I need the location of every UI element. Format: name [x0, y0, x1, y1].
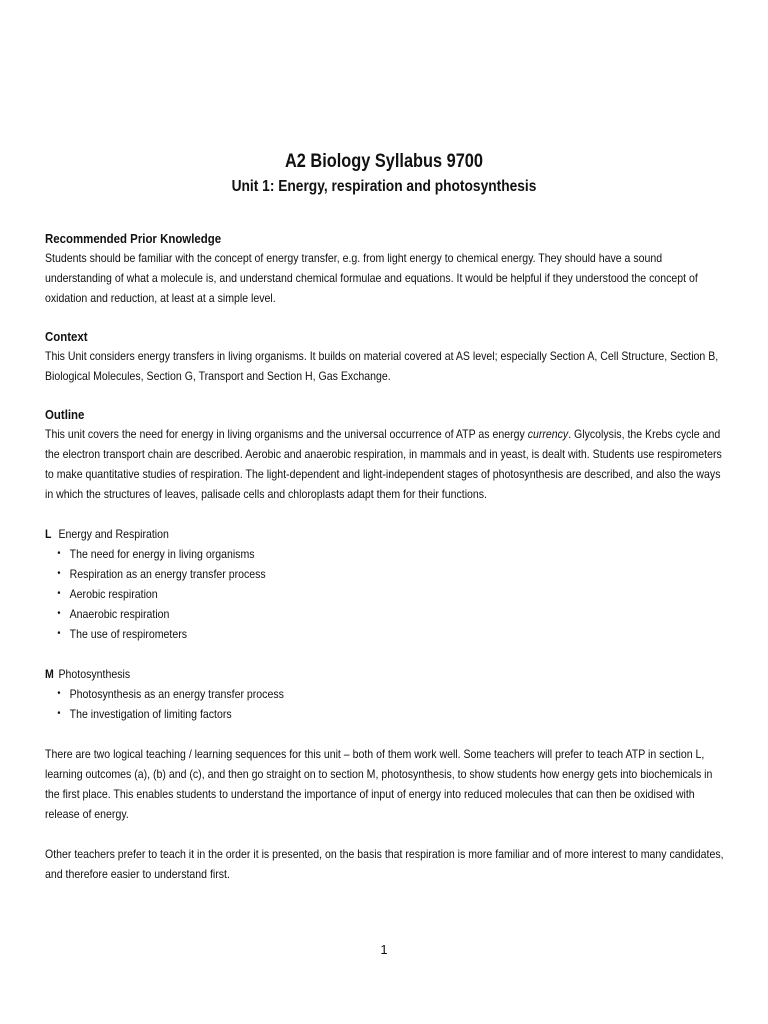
list-item — [57, 704, 726, 724]
document-title: A2 Biology Syllabus 9700 — [285, 151, 483, 172]
list-item — [57, 564, 726, 584]
topic-list — [45, 684, 727, 724]
bullet-icon: • — [57, 568, 61, 579]
section-body: This Unit considers energy transfers in living organisms. It builds on material covered at AS level; especially Section A, Cell Structure, Section B, Biological Molecules, Section G, Transport and Section H, Gas Exchange. — [45, 349, 719, 383]
topic-heading — [45, 664, 727, 684]
topic-name: Photosynthesis — [58, 667, 131, 681]
list-item-text: The investigation of limiting factors — [69, 707, 232, 721]
topic-letter: M — [45, 667, 54, 681]
list-item-text: The use of respirometers — [69, 627, 188, 641]
topic-list — [45, 544, 727, 644]
list-item — [57, 544, 726, 564]
bullet-icon: • — [57, 608, 61, 619]
outline-text-start: This unit covers the need for energy in living organisms and the universal occurrence of ATP as energy — [45, 427, 528, 441]
bullet-icon: • — [57, 588, 61, 599]
list-item-text: Anaerobic respiration — [69, 607, 170, 621]
list-item — [57, 684, 726, 704]
page-number: 1 — [380, 942, 388, 957]
document-subtitle: Unit 1: Energy, respiration and photosynthesis — [231, 178, 537, 195]
list-item — [57, 624, 726, 644]
topic-letter: L — [45, 527, 52, 541]
topic-name: Energy and Respiration — [58, 527, 169, 541]
outline-text-end: . Glycolysis, the Krebs cycle and the electron transport chain are described. Aerobic and anaerobic respiration, in mammals and in yeast, is dealt with. Students use respirometers to make quantitative studies of respiration. The light-dependent and light-independent stages of photosynthesis are described, and also the ways in which the structures of leaves, palisade cells and chloroplasts adapt them for their functions. — [45, 427, 722, 501]
list-item-text: Aerobic respiration — [69, 587, 158, 601]
topic-photosynthesis — [45, 664, 727, 724]
alternative-order-paragraph: Other teachers prefer to teach it in the order it is presented, on the basis that respiration is more familiar and of more interest to many candidates, and therefore easier to understand first. — [45, 847, 724, 881]
topic-energy-respiration — [45, 524, 727, 644]
document-content — [45, 230, 727, 904]
list-item — [57, 584, 726, 604]
list-item-text: The need for energy in living organisms — [69, 547, 255, 561]
teaching-sequence-paragraph: There are two logical teaching / learning sequences for this unit – both of them work well. Some teachers will prefer to teach ATP in section L, learning outcomes (a), (b) and (c), and then go straight on to section M, photosynthesis, to show students how energy gets into biochemicals in the first place. This enables students to understand the importance of input of energy into reduced molecules that can then be oxidised with release of energy. — [45, 747, 713, 821]
section-body: Students should be familiar with the concept of energy transfer, e.g. from light energy to chemical energy. They should have a sound understanding of what a molecule is, and understand chemical formulae and equations. It would be helpful if they understood the concept of oxidation and reduction, at least at a simple level. — [45, 251, 698, 305]
list-item-text: Photosynthesis as an energy transfer process — [69, 687, 284, 701]
section-context — [45, 328, 727, 386]
bullet-icon: • — [57, 548, 61, 559]
section-body — [45, 424, 727, 504]
bullet-icon: • — [57, 708, 61, 719]
section-heading: Context — [45, 329, 88, 344]
outline-text-italic: currency — [527, 427, 569, 441]
topic-heading — [45, 524, 727, 544]
section-heading: Recommended Prior Knowledge — [45, 231, 222, 246]
section-heading: Outline — [45, 407, 85, 422]
title-block — [0, 150, 768, 198]
section-outline — [45, 406, 727, 504]
section-prior-knowledge — [45, 230, 727, 308]
list-item — [57, 604, 726, 624]
bullet-icon: • — [57, 628, 61, 639]
list-item-text: Respiration as an energy transfer process — [69, 567, 266, 581]
bullet-icon: • — [57, 688, 61, 699]
